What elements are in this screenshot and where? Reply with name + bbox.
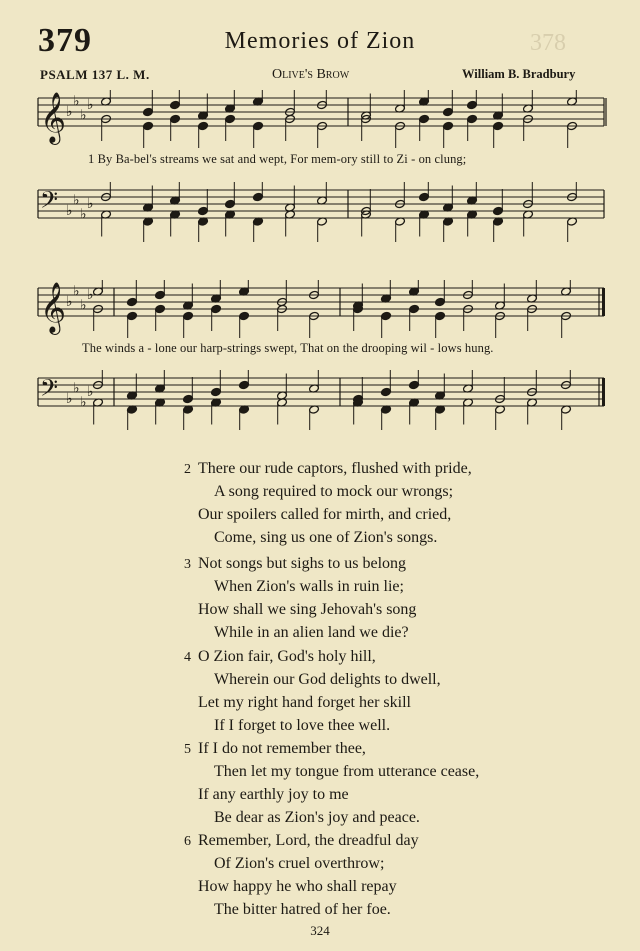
verse-line: O Zion fair, God's holy hill, <box>198 648 376 665</box>
verse-line: How happy he who shall repay <box>198 878 397 895</box>
verse-line: Of Zion's cruel overthrow; <box>214 855 385 872</box>
verse-line: Our spoilers called for mirth, and cried, <box>198 506 452 523</box>
flat-icon: ♭ <box>73 380 80 397</box>
verse-line: If I forget to love thee well. <box>214 717 391 734</box>
flat-icon: ♭ <box>87 384 94 400</box>
verse-number: 4 <box>184 650 191 665</box>
flat-icon: ♭ <box>66 104 73 120</box>
final-barline <box>602 378 605 406</box>
hymn-number: 379 <box>38 22 92 59</box>
treble-staff-1 <box>0 90 640 150</box>
verse-line: If any earthly joy to me <box>198 786 349 803</box>
flat-icon: ♭ <box>66 203 73 219</box>
flat-icon: ♭ <box>87 196 94 212</box>
treble-clef-icon: 𝄞 <box>40 282 67 333</box>
verse-line: Let my right hand forget her skill <box>198 694 411 711</box>
bleed-through-text: 378 <box>530 30 566 56</box>
flat-icon: ♭ <box>80 107 87 124</box>
flat-icon: ♭ <box>73 283 80 300</box>
flat-icon: ♭ <box>80 394 87 411</box>
treble-clef-icon: 𝄞 <box>40 92 67 143</box>
flat-icon: ♭ <box>80 297 87 314</box>
flat-icon: ♭ <box>66 391 73 407</box>
page-number: 324 <box>310 923 330 938</box>
verse-line: When Zion's walls in ruin lie; <box>214 578 404 595</box>
verse-line: How shall we sing Jehovah's song <box>198 601 417 618</box>
verse-line: There our rude captors, flushed with pride, <box>198 460 472 477</box>
verse-number: 2 <box>184 462 191 477</box>
final-barline <box>602 288 605 316</box>
flat-icon: ♭ <box>80 206 87 223</box>
verse-line: While in an alien land we die? <box>214 624 409 641</box>
composer: William B. Bradbury <box>462 67 576 81</box>
treble-staff-2 <box>0 280 640 340</box>
lyric-line-2: The winds a - lone our harp-strings swept, That on the drooping wil - lows hung. <box>82 341 494 355</box>
verse-line: A song required to mock our wrongs; <box>214 483 454 500</box>
flat-icon: ♭ <box>66 294 73 310</box>
flat-icon: ♭ <box>73 93 80 110</box>
flat-icon: ♭ <box>87 287 94 303</box>
flat-icon: ♭ <box>73 192 80 209</box>
verse-number: 3 <box>184 557 191 572</box>
verse-line: Not songs but sighs to us belong <box>198 555 407 572</box>
verse-line: Remember, Lord, the dreadful day <box>198 832 419 849</box>
verse-number: 5 <box>184 742 191 757</box>
verse-line: Be dear as Zion's joy and peace. <box>214 809 420 826</box>
verse-line: The bitter hatred of her foe. <box>214 901 391 918</box>
verse-number: 6 <box>184 834 191 849</box>
lyric-line-1: 1 By Ba-bel's streams we sat and wept, For mem-ory still to Zi - on clung; <box>88 152 467 166</box>
verse-line: Then let my tongue from utterance cease, <box>214 763 480 780</box>
bass-clef-icon: 𝄢 <box>40 186 59 219</box>
verse-line: If I do not remember thee, <box>198 740 366 757</box>
verse-line: Come, sing us one of Zion's songs. <box>214 529 438 546</box>
flat-icon: ♭ <box>87 97 94 113</box>
verse-line: Wherein our God delights to dwell, <box>214 671 441 688</box>
tune-name: Olive's Brow <box>272 67 350 82</box>
hymn-title: Memories of Zion <box>224 28 416 54</box>
psalm-meter: PSALM 137 L. M. <box>40 67 150 82</box>
bass-staff-1 <box>0 182 640 242</box>
bass-clef-icon: 𝄢 <box>40 374 59 407</box>
bass-staff-2 <box>0 370 640 430</box>
